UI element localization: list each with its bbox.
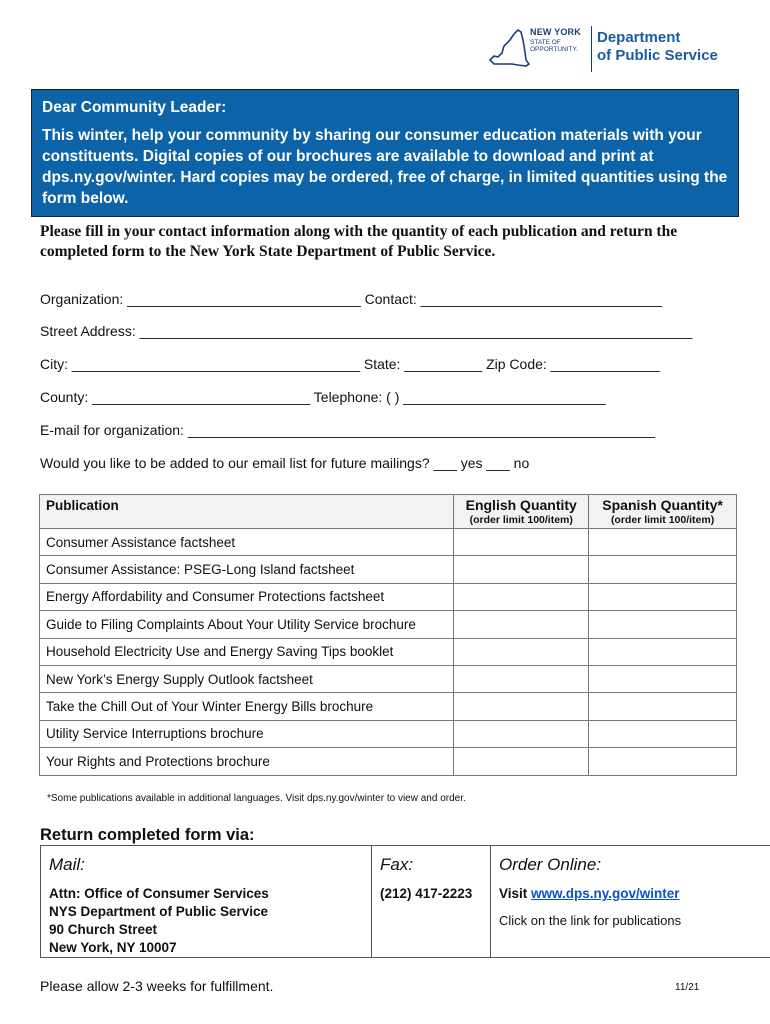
table-row [40, 611, 737, 638]
spanish-quantity-cell[interactable] [589, 583, 737, 610]
fax-number: (212) 417-2223 [380, 886, 473, 901]
table-row [40, 638, 737, 665]
spanish-quantity-header [589, 495, 737, 529]
online-column [491, 846, 770, 957]
mail-address-line: New York, NY 10007 [49, 940, 177, 955]
english-quantity-label: English Quantity [465, 497, 577, 513]
english-quantity-cell[interactable] [454, 720, 589, 747]
english-quantity-cell[interactable] [454, 583, 589, 610]
publication-name: Energy Affordability and Consumer Protections factsheet [40, 583, 454, 610]
english-quantity-header [454, 495, 589, 529]
dps-winter-link[interactable]: www.dps.ny.gov/winter [531, 886, 680, 901]
table-row [40, 583, 737, 610]
table-row [40, 665, 737, 692]
form-date-code: 11/21 [675, 982, 700, 993]
visit-line [499, 885, 770, 903]
logo-dept-line2: of Public Service [597, 47, 718, 64]
publication-name: Household Electricity Use and Energy Saving Tips booklet [40, 638, 454, 665]
english-quantity-cell[interactable] [454, 556, 589, 583]
english-quantity-cell[interactable] [454, 665, 589, 692]
english-quantity-cell[interactable] [454, 611, 589, 638]
community-leader-banner [31, 89, 739, 217]
english-order-limit: (order limit 100/item) [469, 514, 573, 526]
publication-name: Consumer Assistance: PSEG-Long Island factsheet [40, 556, 454, 583]
english-quantity-cell[interactable] [454, 748, 589, 775]
mail-address-line: 90 Church Street [49, 922, 158, 937]
mail-heading: Mail: [49, 855, 85, 874]
spanish-quantity-cell[interactable] [589, 720, 737, 747]
spanish-quantity-cell[interactable] [589, 611, 737, 638]
spanish-quantity-cell[interactable] [589, 556, 737, 583]
table-row [40, 529, 737, 556]
english-quantity-cell[interactable] [454, 529, 589, 556]
mail-address-line: NYS Department of Public Service [49, 904, 269, 919]
logo-sub-line1: STATE OF [530, 39, 561, 46]
logo-new-york: NEW YORK [530, 27, 581, 37]
return-methods-table [40, 845, 770, 958]
english-quantity-cell[interactable] [454, 693, 589, 720]
visit-label: Visit [499, 886, 532, 901]
fax-heading: Fax: [380, 855, 414, 874]
banner-greeting: Dear Community Leader: [42, 99, 227, 116]
dps-logo [488, 22, 728, 82]
publication-name: Guide to Filing Complaints About Your Utility Service brochure [40, 611, 454, 638]
form-instructions: Please fill in your contact information along with the quantity of each publication and return the completed form to the New York State Department of Public Service. [40, 223, 678, 260]
table-row [40, 748, 737, 775]
logo-dept-line1: Department [597, 29, 681, 46]
banner-message: This winter, help your community by sharing our consumer education materials with your constituents. Digital copies of our brochures are available to download and print at dps.ny.gov/winter. Hard copies may be ordered, free of charge, in limited quantities using the form below. [42, 127, 728, 207]
county-telephone-field[interactable]: County: ____________________________ Telephone: ( ) __________________________ [40, 389, 606, 405]
table-header-row [40, 495, 737, 529]
publication-column-header: Publication [40, 495, 454, 529]
fulfillment-note: Please allow 2-3 weeks for fulfillment. [40, 978, 274, 994]
spanish-quantity-label: Spanish Quantity* [602, 497, 723, 513]
logo-sub-line2: OPPORTUNITY. [530, 46, 578, 53]
publication-name: Take the Chill Out of Your Winter Energy Bills brochure [40, 693, 454, 720]
mail-address-line: Attn: Office of Consumer Services [49, 886, 269, 901]
publication-name: Utility Service Interruptions brochure [40, 720, 454, 747]
ny-state-map-icon [488, 26, 532, 70]
table-row [40, 556, 737, 583]
table-row [40, 693, 737, 720]
english-quantity-cell[interactable] [454, 638, 589, 665]
online-heading: Order Online: [499, 855, 602, 874]
return-form-title: Return completed form via: [40, 826, 255, 844]
spanish-quantity-cell[interactable] [589, 638, 737, 665]
mail-column [41, 846, 372, 957]
table-row [40, 720, 737, 747]
publication-name: New York’s Energy Supply Outlook factsheet [40, 665, 454, 692]
organization-contact-field[interactable]: Organization: ______________________________ Contact: _______________________________ [40, 291, 663, 307]
spanish-quantity-cell[interactable] [589, 748, 737, 775]
logo-divider [591, 26, 592, 72]
city-state-zip-field[interactable]: City: _____________________________________ State: __________ Zip Code: ______________ [40, 356, 660, 372]
publication-name: Consumer Assistance factsheet [40, 529, 454, 556]
publication-name: Your Rights and Protections brochure [40, 748, 454, 775]
fax-column [372, 846, 491, 957]
mailing-list-question[interactable]: Would you like to be added to our email list for future mailings? ___ yes ___ no [40, 455, 530, 471]
publication-order-table [39, 494, 737, 776]
logo-state-of-opportunity [530, 39, 578, 53]
spanish-order-limit: (order limit 100/item) [610, 514, 715, 526]
languages-footnote: *Some publications available in additional languages. Visit dps.ny.gov/winter to view and order. [47, 793, 466, 804]
email-field[interactable]: E-mail for organization: ____________________________________________________________ [40, 422, 656, 438]
street-address-field[interactable]: Street Address: _______________________________________________________________________ [40, 323, 693, 339]
logo-department [597, 29, 718, 65]
click-instructions: Click on the link for publications [499, 913, 682, 928]
spanish-quantity-cell[interactable] [589, 665, 737, 692]
spanish-quantity-cell[interactable] [589, 693, 737, 720]
spanish-quantity-cell[interactable] [589, 529, 737, 556]
